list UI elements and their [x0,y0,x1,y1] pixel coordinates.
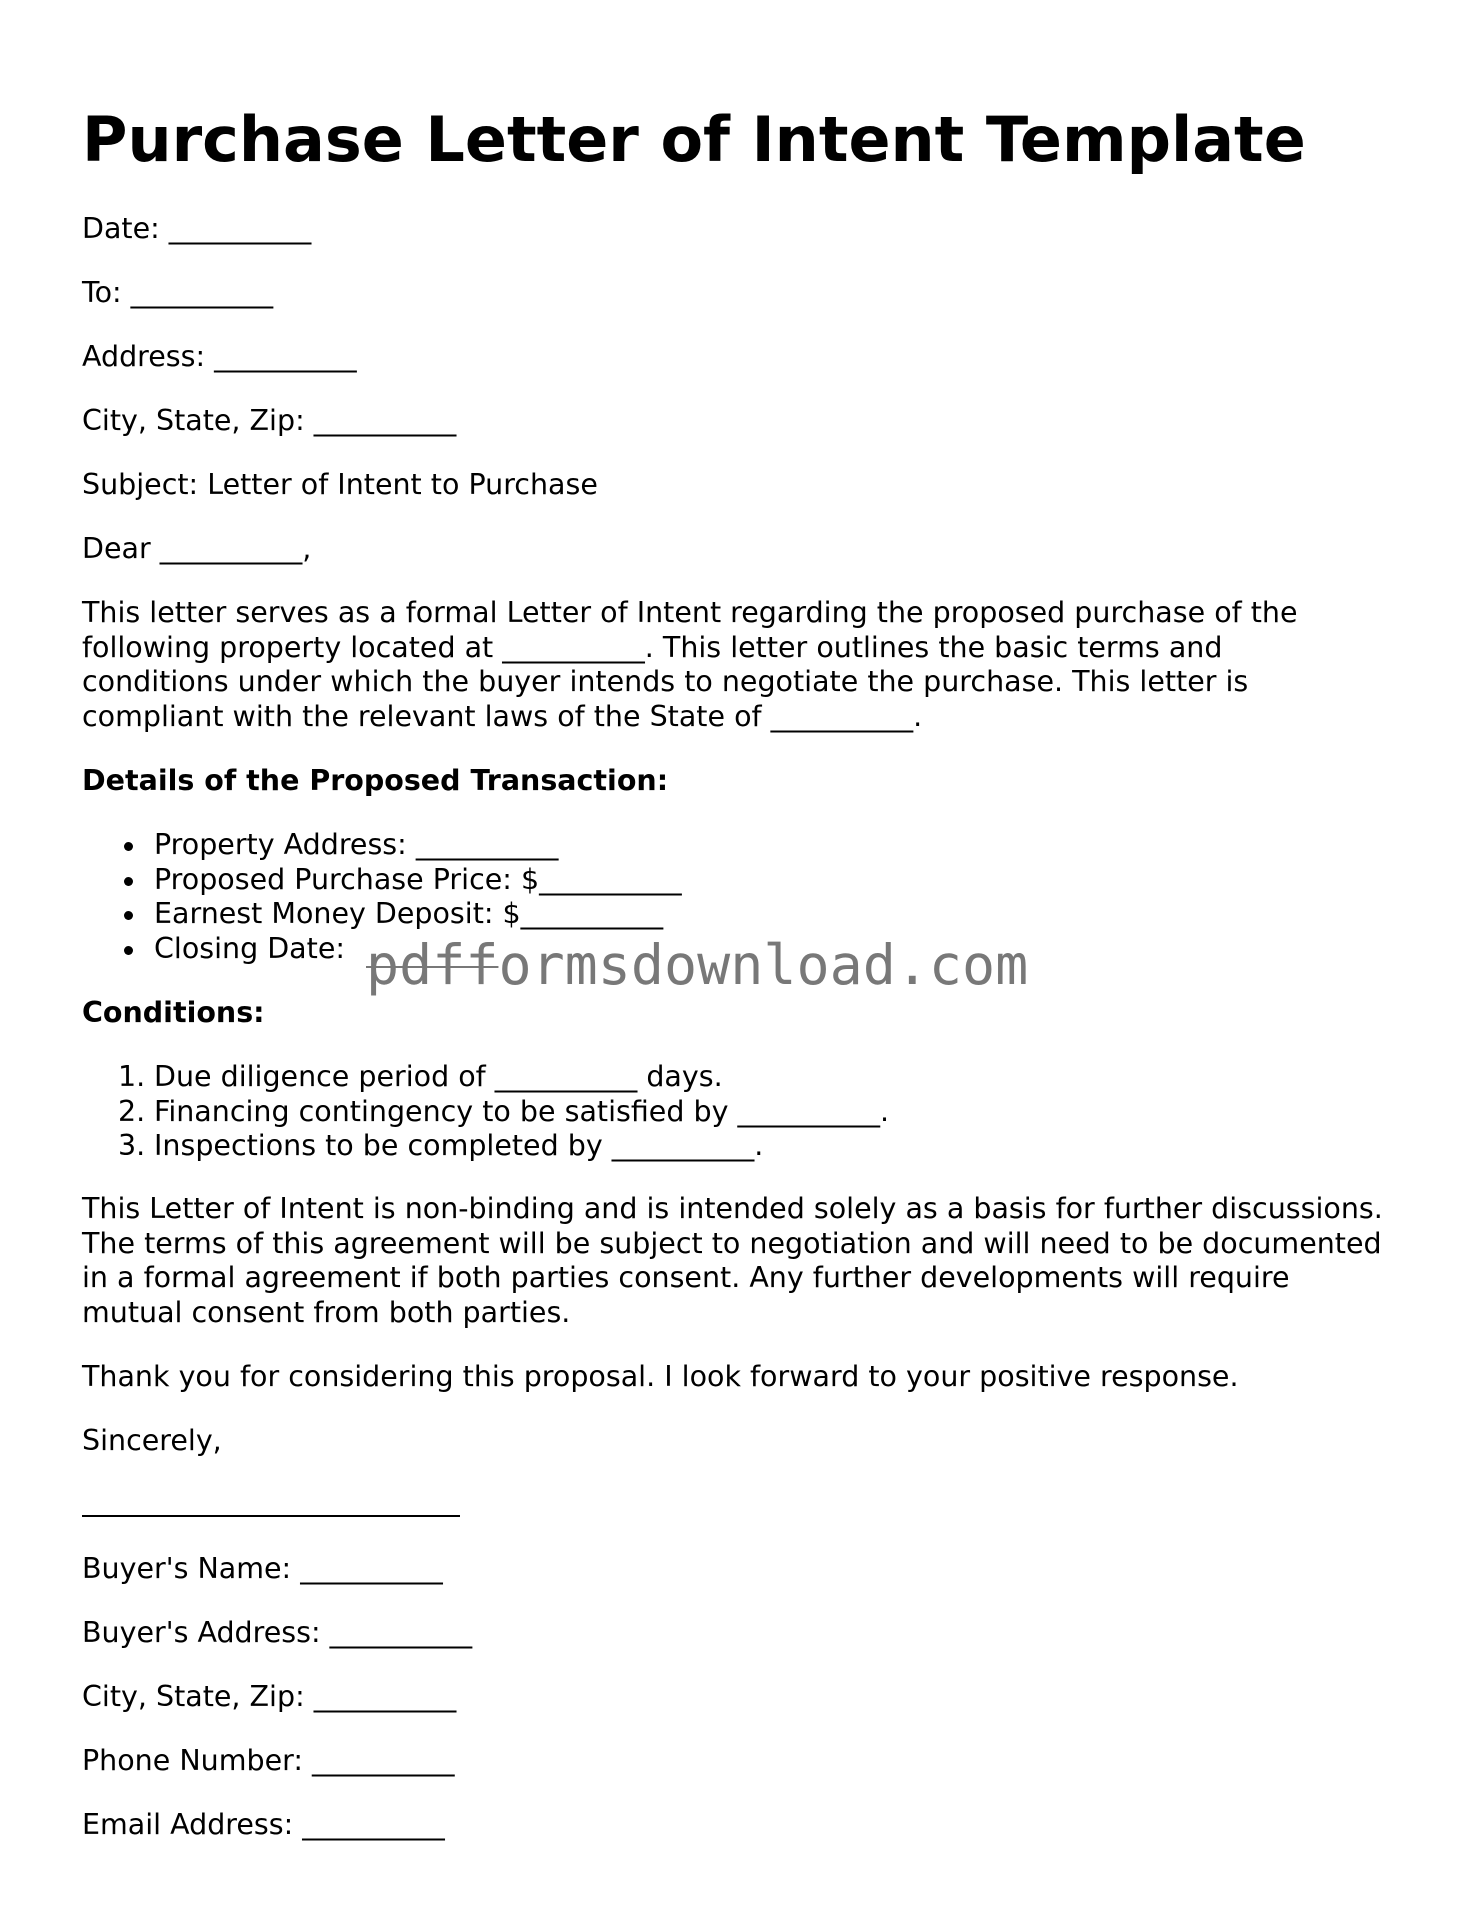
date-field: Date: __________ [82,212,312,245]
watermark-struck: pdff [366,933,499,997]
sign-off: Sincerely, [82,1424,222,1457]
closing-line: mutual consent from both parties. [82,1295,571,1329]
intro-line: conditions under which the buyer intends to negotiate the purchase. This letter is [82,665,1249,698]
buyer-address-field: Buyer's Address: __________ [82,1616,473,1649]
details-heading: Details of the Proposed Transaction: [82,764,669,797]
thanks-line: Thank you for considering this proposal. I look forward to your positive response. [82,1360,1239,1393]
list-text: Inspections to be completed by __________. [154,1129,764,1162]
list-item: Earnest Money Deposit: $__________ [82,897,682,932]
list-number: 2. [118,1094,146,1128]
buyer-name-field: Buyer's Name: __________ [82,1552,443,1585]
signature-line [82,1515,460,1517]
page-title: Purchase Letter of Intent Template [82,103,1306,176]
list-item: Property Address: __________ [82,828,682,863]
closing-line: in a formal agreement if both parties consent. Any further developments will require [82,1261,1290,1294]
closing-line: The terms of this agreement will be subject to negotiation and will need to be documented [82,1226,1382,1260]
list-item [82,1129,889,1164]
closing-paragraph [82,1192,1412,1330]
list-number: 1. [118,1060,146,1093]
intro-paragraph [82,596,1412,734]
list-number: 3. [118,1129,146,1162]
list-item [82,1060,889,1095]
to-field: To: __________ [82,276,274,309]
city-state-zip-field: City, State, Zip: __________ [82,404,457,437]
intro-line: compliant with the relevant laws of the State of __________. [82,699,923,733]
intro-line: This letter serves as a formal Letter of Intent regarding the proposed purchase of the [82,596,1298,629]
list-item: Closing Date: [82,932,682,967]
email-address-field: Email Address: __________ [82,1808,445,1841]
closing-line: This Letter of Intent is non-binding and is intended solely as a basis for further discussions. [82,1192,1383,1225]
list-item: Proposed Purchase Price: $__________ [82,863,682,898]
watermark-rest: ormsdownload.com [498,933,1029,997]
subject-line: Subject: Letter of Intent to Purchase [82,468,598,501]
watermark [366,935,1028,995]
list-text: Financing contingency to be satisfied by __________. [154,1094,890,1128]
buyer-city-state-zip-field: City, State, Zip: __________ [82,1680,457,1713]
conditions-heading: Conditions: [82,996,265,1029]
list-item [82,1095,889,1130]
list-text: Due diligence period of __________ days. [154,1060,723,1093]
address-field: Address: __________ [82,340,357,373]
salutation: Dear __________, [82,532,312,565]
phone-number-field: Phone Number: __________ [82,1744,455,1777]
conditions-list [82,1060,889,1164]
intro-line: following property located at __________. This letter outlines the basic terms and [82,630,1223,664]
